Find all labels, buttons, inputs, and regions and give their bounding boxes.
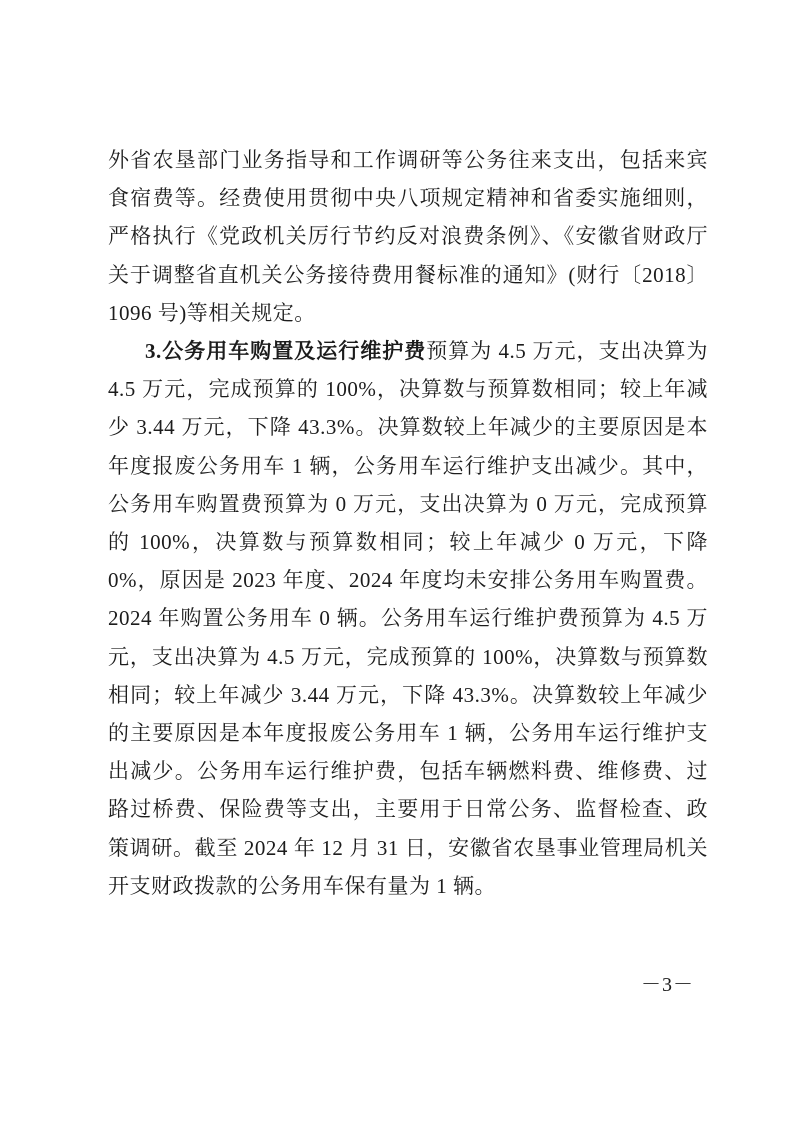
page-number: －3－ xyxy=(641,974,694,996)
paragraph-section-3 xyxy=(108,332,708,905)
section-3-body-text: 预算为 4.5 万元，支出决算为 4.5 万元，完成预算的 100%，决算数与预算数相同；较上年减少 3.44 万元，下降 43.3%。决算数较上年减少的主要原因是本年度报废公务用车 1 辆，公务用车运行维护支出减少。其中，公务用车购置费预算为 0 万元，支出决算为 0 万元，完成预算的 100%，决算数与预算数相同；较上年减少 0 万元，下降 0%，原因是 2023 年度、2024 年度均未安排公务用车购置费。2024 年购置公务用车 0 辆。公务用车运行维护费预算为 4.5 万元，支出决算为 4.5 万元，完成预算的 100%，决算数与预算数相同；较上年减少 3.44 万元，下降 43.3%。决算数较上年减少的主要原因是本年度报废公务用车 1 辆，公务用车运行维护支出减少。公务用车运行维护费，包括车辆燃料费、维修费、过路过桥费、保险费等支出，主要用于日常公务、监督检查、政策调研。截至 2024 年 12 月 31 日，安徽省农垦事业管理局机关开支财政拨款的公务用车保有量为 1 辆。 xyxy=(108,339,708,898)
section-3-heading: 3.公务用车购置及运行维护费 xyxy=(145,339,427,364)
paragraph-continued: 外省农垦部门业务指导和工作调研等公务往来支出，包括来宾食宿费等。经费使用贯彻中央八项规定精神和省委实施细则，严格执行《党政机关厉行节约反对浪费条例》、《安徽省财政厅关于调整省直机关公务接待费用餐标准的通知》(财行〔2018〕1096 号)等相关规定。 xyxy=(108,148,708,325)
document-body xyxy=(108,141,708,905)
